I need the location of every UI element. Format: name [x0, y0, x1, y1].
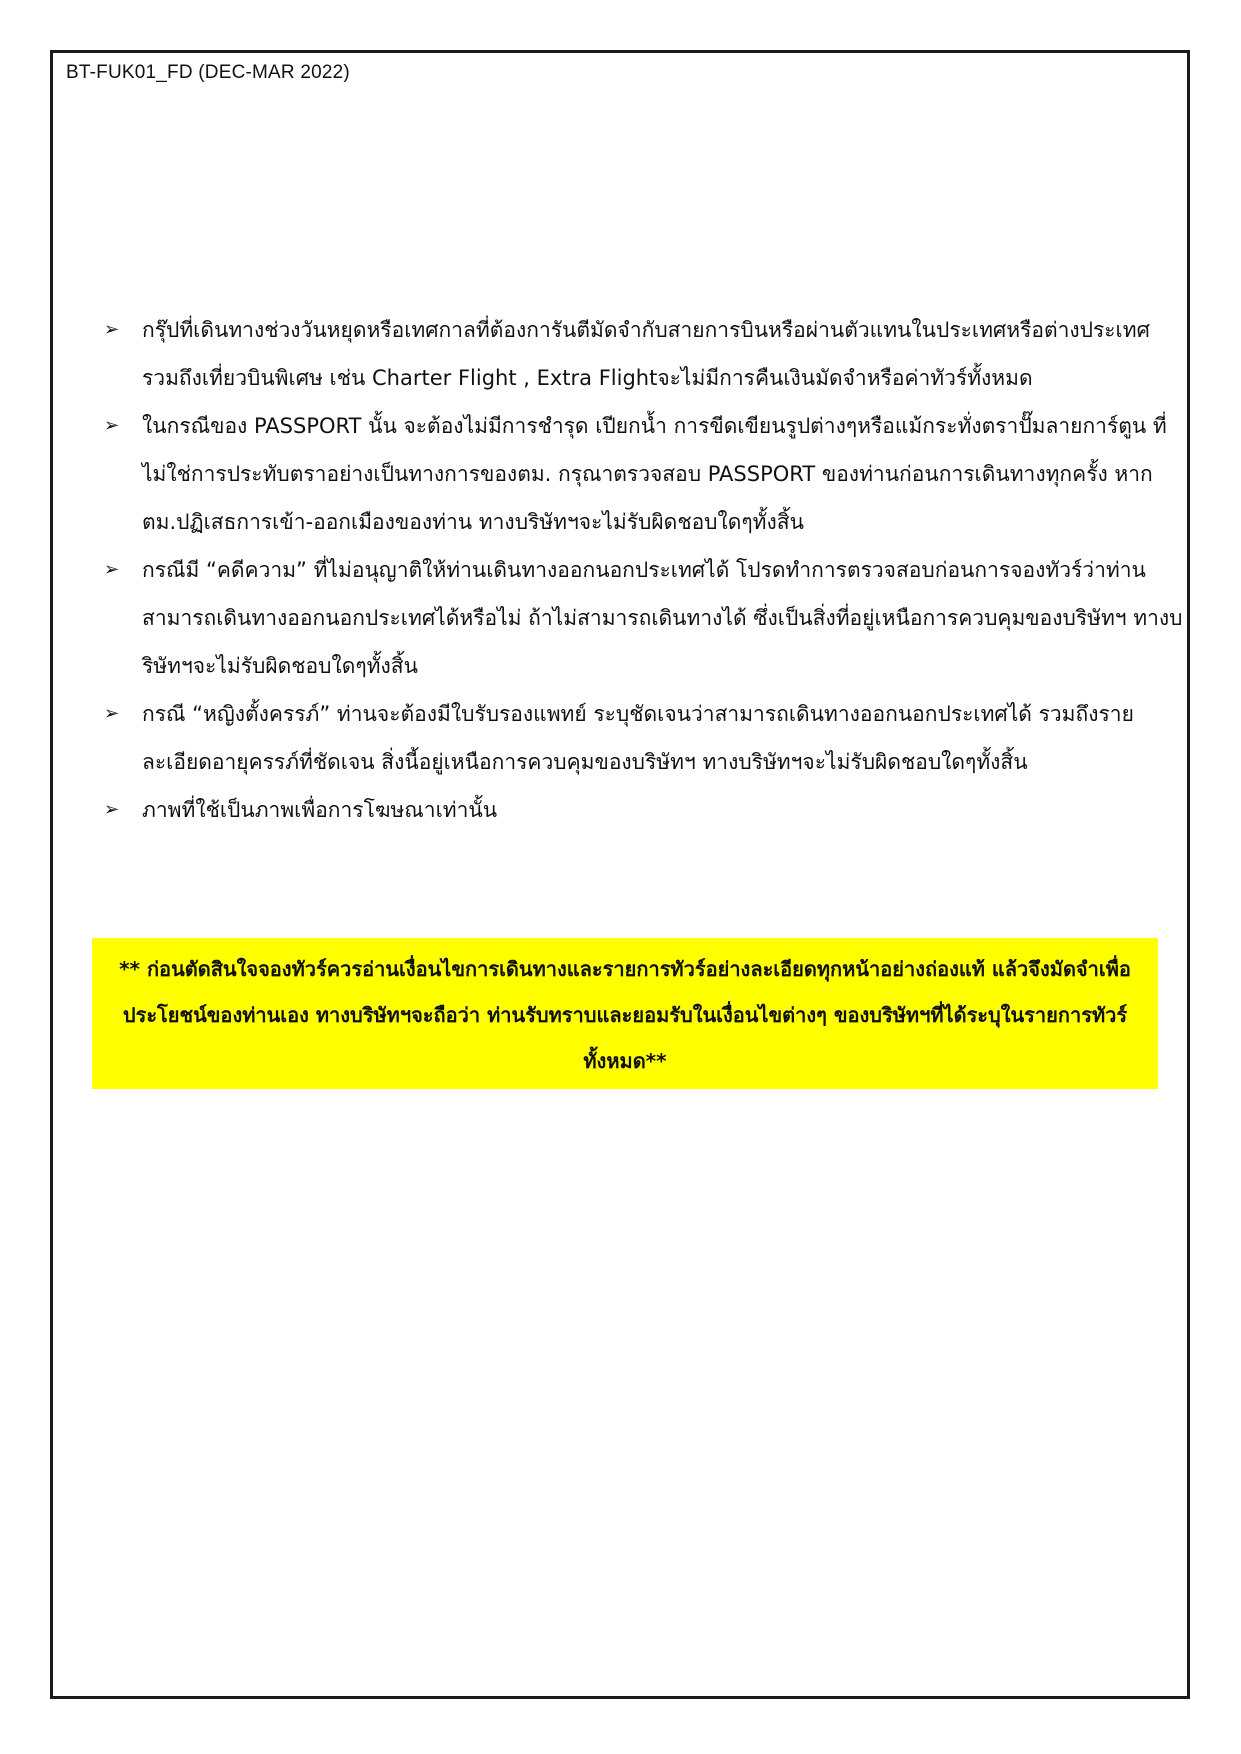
condition-item-1 [96, 306, 1186, 402]
condition-item-2 [96, 402, 1186, 546]
arrowhead-bullet-icon: ➢ [104, 319, 120, 340]
condition-text: ภาพที่ใช้เป็นภาพเพื่อการโฆษณาเท่านั้น [142, 798, 498, 822]
condition-text: กรณีมี “คดีความ” ที่ไม่อนุญาติให้ท่านเดินทางออกนอกประเทศได้ โปรดทำการตรวจสอบก่อนการจองทัวร์ว่าท่านสามารถเดินทางออกนอกประเทศได้หรือไม่ ถ้าไม่สามารถเดินทางได้ ซึ่งเป็นสิ่งที่อยู่เหนือการควบคุมของบริษัทฯ ทางบริษัทฯจะไม่รับผิดชอบใดๆทั้งสิ้น [142, 558, 1183, 678]
highlighted-notice [92, 938, 1158, 1089]
arrowhead-bullet-icon: ➢ [104, 703, 120, 724]
notice-text: ** ก่อนตัดสินใจจองทัวร์ควรอ่านเงื่อนไขการเดินทางและรายการทัวร์อย่างละเอียดทุกหน้าอย่างถ่องแท้ แล้วจึงมัดจำเพื่อประโยชน์ของท่านเอง ทางบริษัทฯจะถือว่า ท่านรับทราบและยอมรับในเงื่อนไขต่างๆ ของบริษัทฯที่ได้ระบุในรายการทัวร์ทั้งหมด** [119, 957, 1131, 1073]
document-code: BT-FUK01_FD (DEC-MAR 2022) [66, 62, 350, 83]
condition-item-5 [96, 786, 1186, 834]
condition-item-4 [96, 690, 1186, 786]
condition-text: กรณี “หญิงตั้งครรภ์” ท่านจะต้องมีใบรับรองแพทย์ ระบุชัดเจนว่าสามารถเดินทางออกนอกประเทศได้ รวมถึงรายละเอียดอายุครรภ์ที่ชัดเจน สิ่งนี้อยู่เหนือการควบคุมของบริษัทฯ ทางบริษัทฯจะไม่รับผิดชอบใดๆทั้งสิ้น [142, 702, 1134, 774]
arrowhead-bullet-icon: ➢ [104, 799, 120, 820]
arrowhead-bullet-icon: ➢ [104, 415, 120, 436]
conditions-list [96, 306, 1186, 834]
condition-text: ในกรณีของ PASSPORT นั้น จะต้องไม่มีการชำรุด เปียกน้ำ การขีดเขียนรูปต่างๆหรือแม้กระทั่งตราปั๊มลายการ์ตูน ที่ไม่ใช่การประทับตราอย่างเป็นทางการของตม. กรุณาตรวจสอบ PASSPORT ของท่านก่อนการเดินทางทุกครั้ง หาก ตม.ปฏิเสธการเข้า-ออกเมืองของท่าน ทางบริษัทฯจะไม่รับผิดชอบใดๆทั้งสิ้น [142, 414, 1167, 534]
arrowhead-bullet-icon: ➢ [104, 559, 120, 580]
condition-text: กรุ๊ปที่เดินทางช่วงวันหยุดหรือเทศกาลที่ต้องการันตีมัดจำกับสายการบินหรือผ่านตัวแทนในประเทศหรือต่างประเทศ รวมถึงเที่ยวบินพิเศษ เช่น Charter Flight , Extra Flightจะไม่มีการคืนเงินมัดจำหรือค่าทัวร์ทั้งหมด [142, 318, 1150, 390]
page-border [50, 50, 1190, 1699]
condition-item-3 [96, 546, 1186, 690]
